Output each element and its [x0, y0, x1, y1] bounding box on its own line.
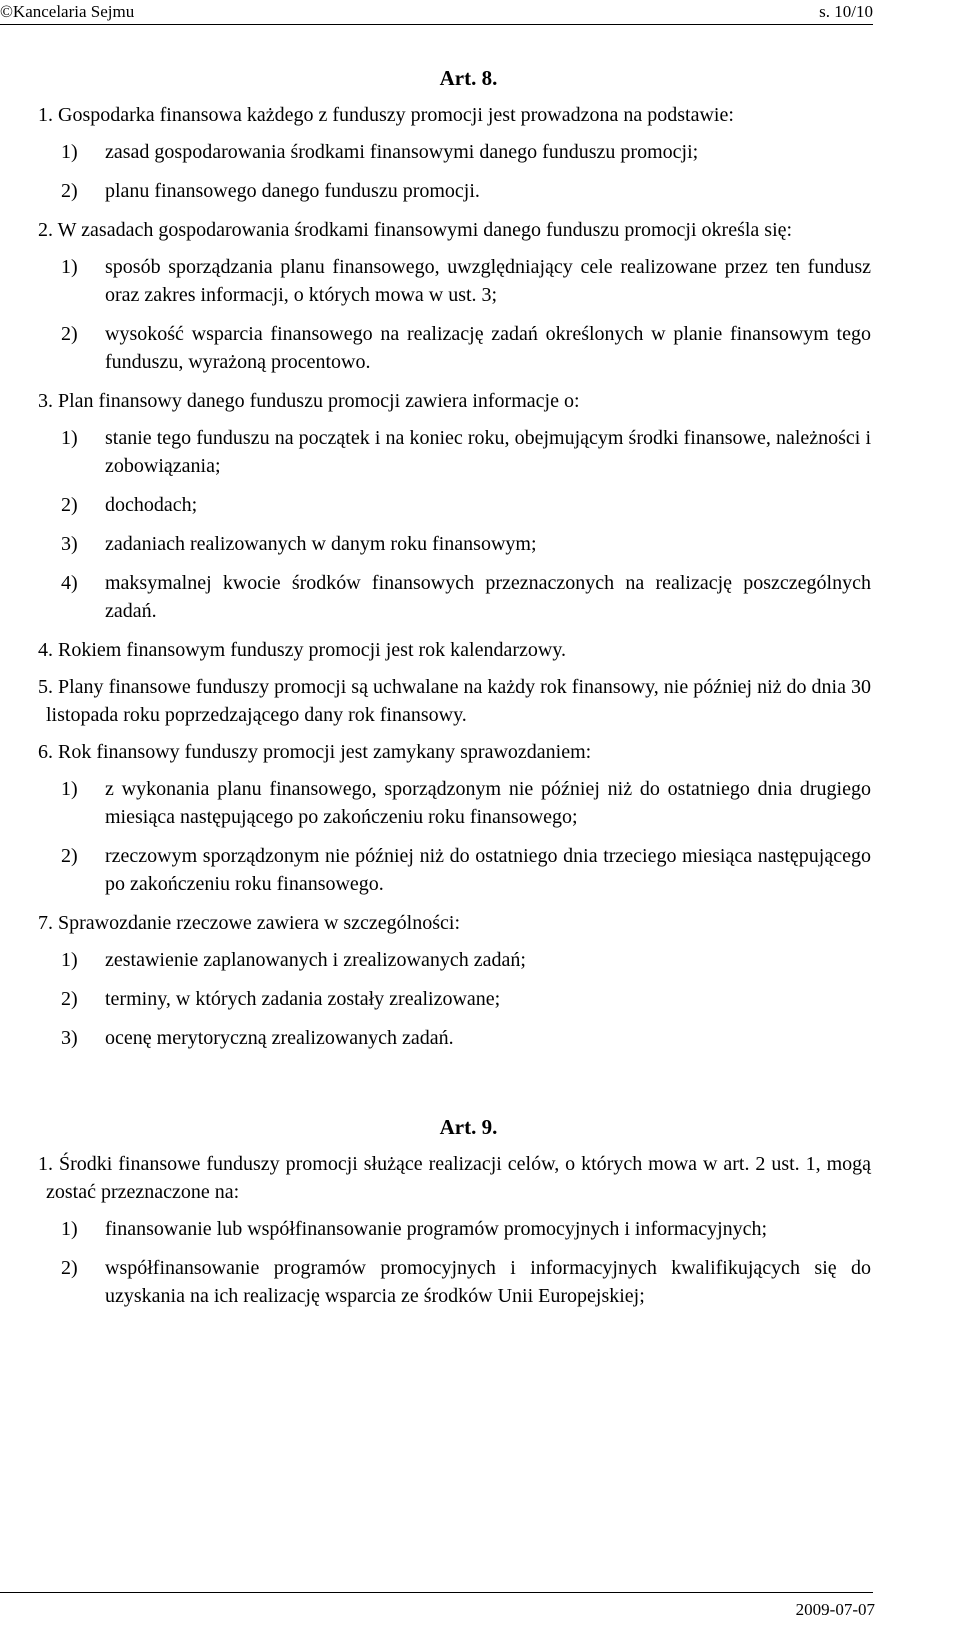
- list-item-number: 2): [61, 1257, 78, 1279]
- paragraph: 7. Sprawozdanie rzeczowe zawiera w szczególności:: [38, 912, 461, 934]
- article-spacer: [46, 1063, 871, 1113]
- page-number: s. 10/10: [819, 2, 873, 21]
- paragraph: 1. Środki finansowe funduszy promocji służące realizacji celów, o których mowa w art. 2 ust. 1, mogą zostać przeznaczone na:: [38, 1153, 871, 1203]
- list-item-text: zadaniach realizowanych w danym roku finansowym;: [105, 533, 537, 555]
- document-body: [38, 64, 871, 1321]
- paragraph: 6. Rok finansowy funduszy promocji jest zamykany sprawozdaniem:: [38, 741, 592, 763]
- header-rule: [0, 24, 873, 25]
- list-item-number: 2): [61, 988, 78, 1010]
- list-item: [46, 1254, 871, 1310]
- footer-rule: [0, 1592, 873, 1593]
- copyright-label: ©Kancelaria Sejmu: [0, 2, 135, 21]
- list-item: [46, 775, 871, 831]
- publication-date: 2009-07-07: [795, 1600, 875, 1619]
- list-item-number: 4): [61, 572, 78, 594]
- list-item-number: 3): [61, 533, 78, 555]
- list-item: [46, 177, 871, 205]
- list-item-text: planu finansowego danego funduszu promocji.: [105, 180, 480, 202]
- list-item: [46, 320, 871, 376]
- list-item-number: 3): [61, 1027, 78, 1049]
- paragraph: 4. Rokiem finansowym funduszy promocji jest rok kalendarzowy.: [38, 639, 567, 661]
- list-item-text: stanie tego funduszu na początek i na koniec roku, obejmującym środki finansowe, należności i zobowiązania;: [105, 427, 871, 477]
- list-item-text: rzeczowym sporządzonym nie później niż do ostatniego dnia trzeciego miesiąca następującego po zakończeniu roku finansowego.: [105, 845, 871, 895]
- list-item: [46, 1215, 871, 1243]
- list-item-text: współfinansowanie programów promocyjnych i informacyjnych kwalifikujących się do uzyskania na ich realizację wsparcia ze środków Unii Europejskiej;: [105, 1257, 871, 1307]
- list-item-number: 1): [61, 141, 78, 163]
- list-item: [46, 253, 871, 309]
- list-item: [46, 530, 871, 558]
- list-item: [46, 491, 871, 519]
- list-item: [46, 569, 871, 625]
- list-item-text: maksymalnej kwocie środków finansowych przeznaczonych na realizację poszczególnych zadań.: [105, 572, 871, 622]
- page-footer: [0, 1592, 960, 1622]
- list-item-number: 1): [61, 1218, 78, 1240]
- list-item: [46, 985, 871, 1013]
- list-item-text: zestawienie zaplanowanych i zrealizowanych zadań;: [105, 949, 526, 971]
- list-item-text: finansowanie lub współfinansowanie programów promocyjnych i informacyjnych;: [105, 1218, 768, 1240]
- list-item-text: wysokość wsparcia finansowego na realizację zadań określonych w planie finansowym tego funduszu, wyrażoną procentowo.: [105, 323, 871, 373]
- list-item: [46, 946, 871, 974]
- page-header: [0, 0, 960, 24]
- article-heading: Art. 9.: [439, 1115, 498, 1139]
- article-heading: Art. 8.: [439, 66, 498, 90]
- list-item-number: 2): [61, 494, 78, 516]
- paragraph: 2. W zasadach gospodarowania środkami finansowymi danego funduszu promocji określa się:: [38, 219, 793, 241]
- list-item: [46, 424, 871, 480]
- list-item-number: 2): [61, 845, 78, 867]
- paragraph: 3. Plan finansowy danego funduszu promocji zawiera informacje o:: [38, 390, 580, 412]
- list-item-text: ocenę merytoryczną zrealizowanych zadań.: [105, 1027, 454, 1049]
- list-item-number: 1): [61, 778, 78, 800]
- paragraph: 1. Gospodarka finansowa każdego z funduszy promocji jest prowadzona na podstawie:: [38, 104, 734, 126]
- list-item-text: dochodach;: [105, 494, 198, 516]
- list-item-number: 1): [61, 949, 78, 971]
- list-item-text: zasad gospodarowania środkami finansowymi danego funduszu promocji;: [105, 141, 699, 163]
- list-item-number: 2): [61, 323, 78, 345]
- list-item-number: 2): [61, 180, 78, 202]
- list-item-text: sposób sporządzania planu finansowego, uwzględniający cele realizowane przez ten fundusz oraz zakres informacji, o których mowa w ust. 3;: [105, 256, 871, 306]
- list-item: [46, 842, 871, 898]
- paragraph: 5. Plany finansowe funduszy promocji są uchwalane na każdy rok finansowy, nie później niż do dnia 30 listopada roku poprzedzającego dany rok finansowy.: [38, 676, 871, 726]
- list-item-number: 1): [61, 256, 78, 278]
- list-item-text: z wykonania planu finansowego, sporządzonym nie później niż do ostatniego dnia drugiego miesiąca następującego po zakończeniu roku finansowego;: [105, 778, 871, 828]
- list-item: [46, 138, 871, 166]
- list-item-text: terminy, w których zadania zostały zrealizowane;: [105, 988, 501, 1010]
- list-item: [46, 1024, 871, 1052]
- list-item-number: 1): [61, 427, 78, 449]
